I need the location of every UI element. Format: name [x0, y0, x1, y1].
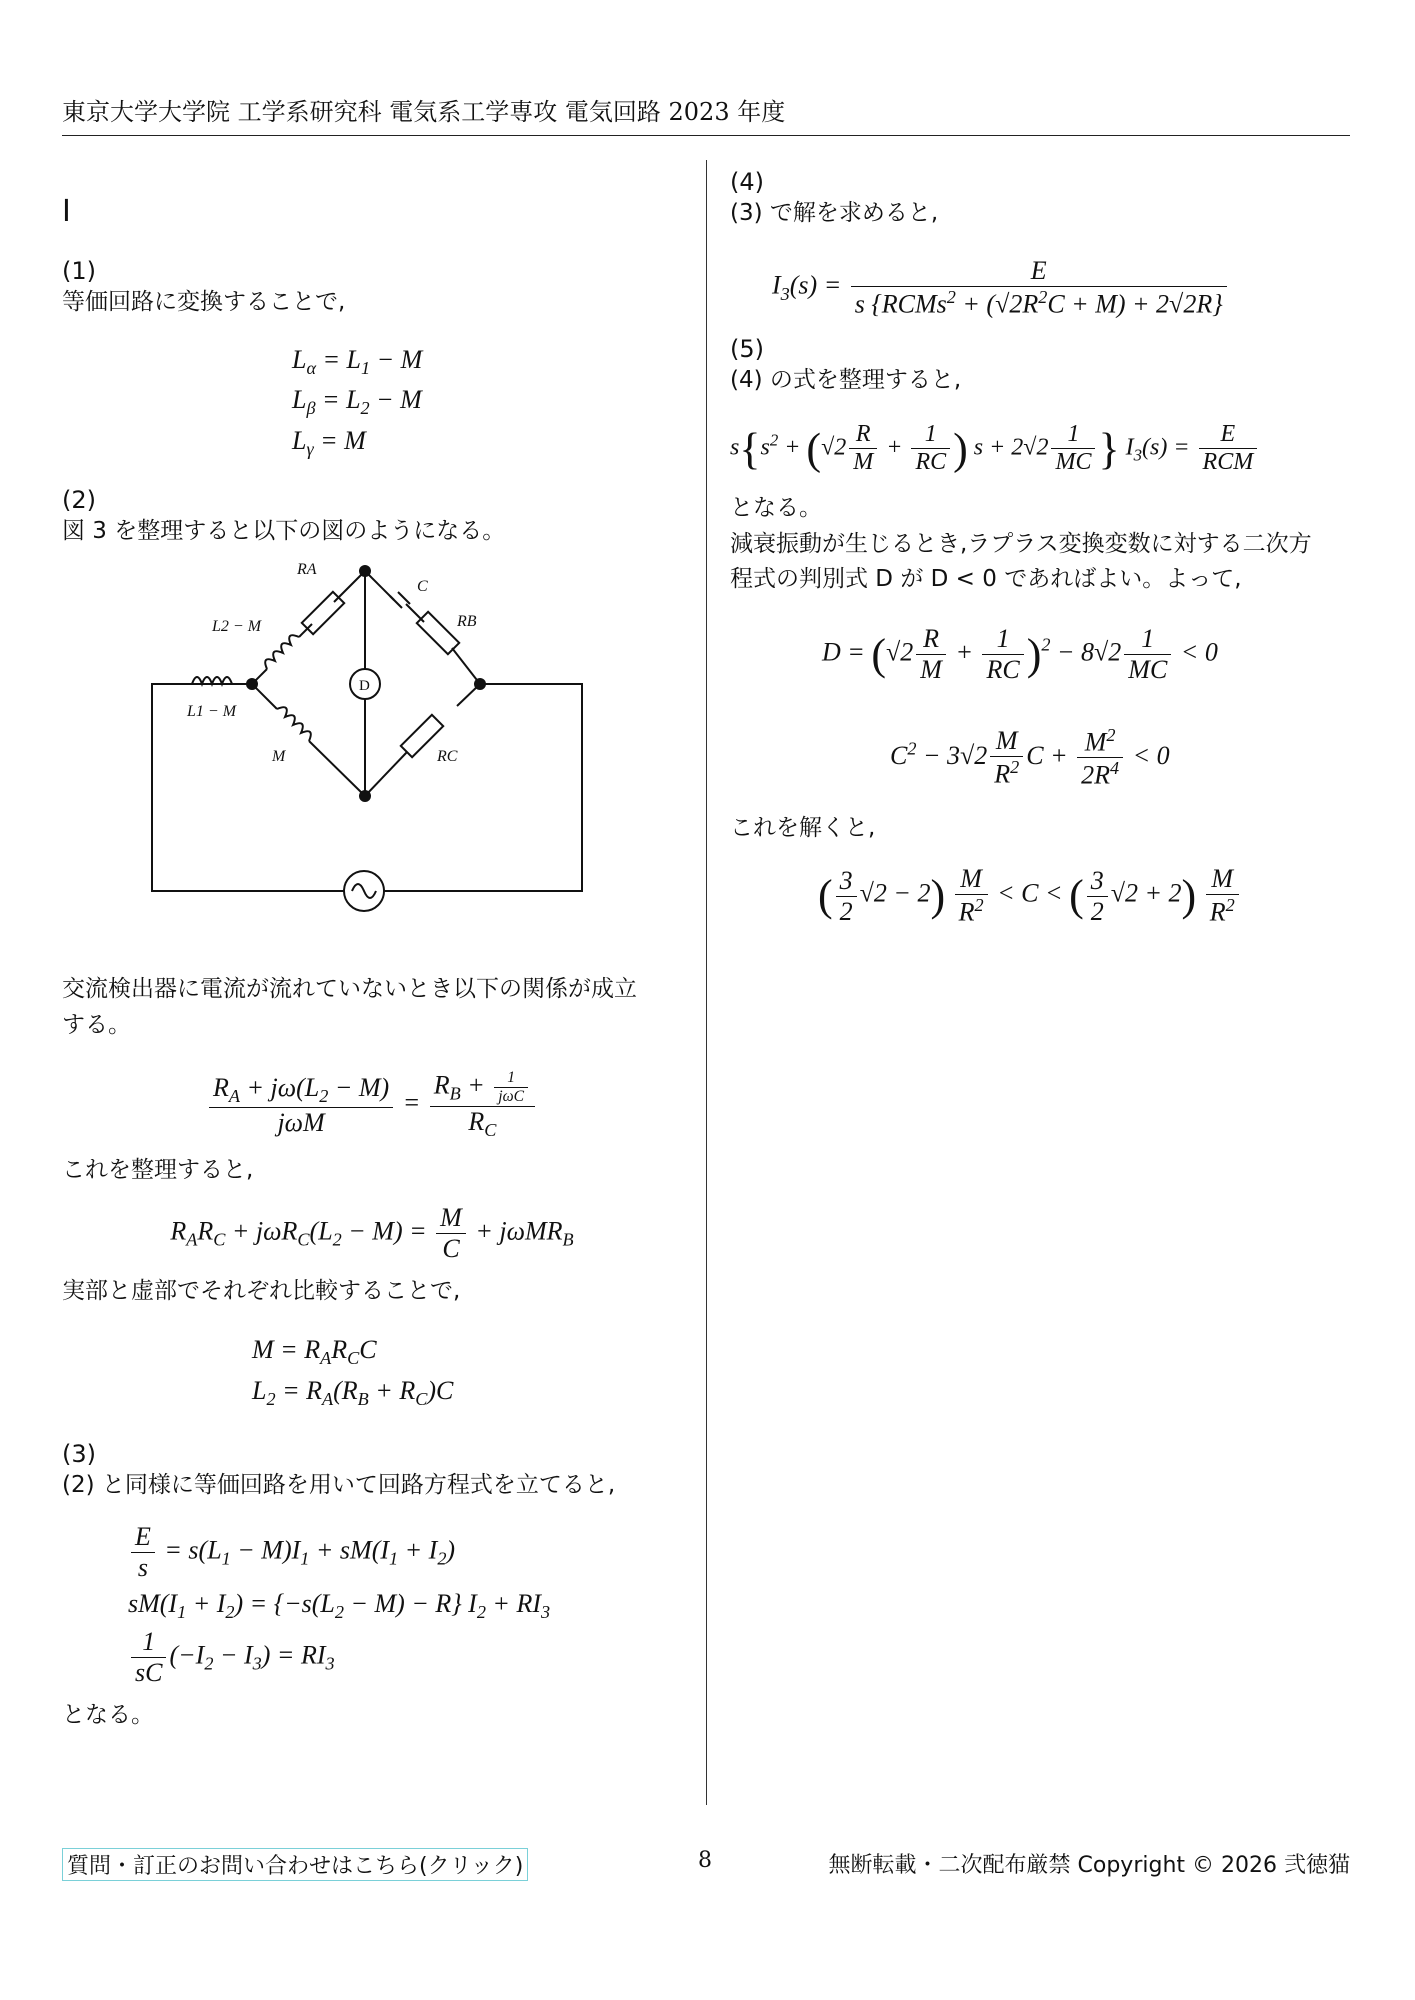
- label-rc: RC: [437, 748, 458, 766]
- eq-c-range: ( $\frac{3}{2}$ √2 − 2) $\frac{M}{R^2}$ < C < ( $\frac{3}{2}$ √2 + 2) $\frac{M}{R^2}$: [818, 864, 1350, 927]
- eq-arranged: $s\{s^2 + (√2$ $\frac{R}{M}$ + $\frac{1}{RC}$ ) s + 2√2 $\frac{1}{MC}$ } $I_3(s)$ = $\frac{E}{\text{RCM}}$: [730, 421, 1350, 477]
- eq-m-result: $M = R_AR_CC$: [252, 1335, 377, 1369]
- section-3-text: (2) と同様に等価回路を用いて回路方程式を立てると,: [62, 1472, 616, 1499]
- eq-l-alpha: $L_\alpha = L_1 - M$: [292, 344, 423, 378]
- section-5-text: (4) の式を整理すると,: [730, 367, 962, 394]
- section-3-equations: [128, 1522, 682, 1688]
- contact-link[interactable]: 質問・訂正のお問い合わせはこちら(クリック): [62, 1848, 528, 1881]
- section-5-text2: となる。: [730, 494, 822, 521]
- eq-discriminant: D = (√2 $\frac{R}{M}$ + $\frac{1}{RC}$ )$^2$ − 8√2 $\frac{1}{MC}$ < 0: [822, 623, 1218, 684]
- label-c: C: [417, 578, 428, 596]
- section-5-title: (5): [730, 335, 764, 364]
- section-4-title: (4): [730, 168, 764, 196]
- section-2-text3: これを整理すると,: [62, 1157, 254, 1184]
- eq-loop-3: $\frac{1}{sC}$ $(-I_2 - I_3) = RI_3$: [128, 1627, 682, 1688]
- section-3-end: となる。: [62, 1701, 154, 1728]
- left-column: [62, 180, 682, 1734]
- eq-l-gamma: $L_\gamma = M$: [292, 425, 366, 459]
- section-2-text4: 実部と虚部でそれぞれ比較することで,: [62, 1277, 461, 1304]
- label-l1m: L1 − M: [187, 703, 237, 721]
- page-header: 東京大学大学院 工学系研究科 電気系工学専攻 電気回路 2023 年度: [62, 92, 1350, 136]
- section-2-text: 図 3 を整理すると以下の図のようになる。: [62, 518, 506, 545]
- eq-rearranged: $R_AR_C + j\omega R_C(L_2 - M)$ = $\frac{M}{C}$ + jωMR$_B$: [170, 1202, 574, 1263]
- label-detector: D: [359, 678, 370, 695]
- label-m: M: [272, 748, 286, 766]
- section-1-equations: [292, 341, 682, 463]
- label-ra: RA: [297, 561, 317, 579]
- section-2-text2b: する。: [62, 1011, 131, 1038]
- eq-loop-1: $\frac{E}{s}$ = $s(L_1 - M)I_1 + sM(I_1 + I_2)$: [128, 1522, 682, 1583]
- eq-c-quadratic: $C^2 - 3√2$ $\frac{M}{R^2}$ C + $\frac{M^2}{2R^4}$ < 0: [890, 724, 1170, 790]
- section-3-title: (3): [62, 1440, 96, 1469]
- section-2-title: (2): [62, 486, 96, 515]
- label-rb: RB: [457, 613, 477, 631]
- bridge-circuit-diagram: [62, 556, 662, 926]
- copyright-notice: 無断転載・二次配布厳禁 Copyright © 2026 弐徳猫: [828, 1853, 1350, 1878]
- section-5-text3b: 程式の判別式 D が D < 0 であればよい。よって,: [730, 566, 1242, 593]
- label-l2m: L2 − M: [212, 618, 262, 636]
- eq-balance-condition: $\frac{R_A + j\omega(L_2 - M)}{\text{jωM}}$ = $R_B$ + $\frac{1}{\text{jωC}}$ $R_C$: [62, 1069, 682, 1141]
- part-title: I: [62, 194, 71, 229]
- eq-l2-result: $L_2 = R_A(R_B + R_C)C$: [252, 1375, 454, 1410]
- page-number: 8: [698, 1848, 712, 1873]
- section-2-results: [252, 1331, 682, 1412]
- eq-l-beta: $L_\beta = L_2 - M$: [292, 385, 422, 419]
- column-divider: [706, 160, 707, 1805]
- section-2-text2a: 交流検出器に電流が流れていないとき以下の関係が成立: [62, 976, 637, 1003]
- section-5-text3a: 減衰振動が生じるとき,ラプラス変換変数に対する二次方: [730, 530, 1312, 557]
- section-1-title: (1): [62, 257, 96, 285]
- eq-i3: $I_3(s)$ = $\frac{E}{s \{RCMs^2 + (√2R^2C + M) + 2√2R\}}$: [772, 256, 1350, 319]
- section-4-text: (3) で解を求めると,: [730, 200, 939, 226]
- eq-loop-2: $sM(I_1 + I_2) = \{-s(L_2 - M) - R\} I_2 + RI_3$: [128, 1588, 551, 1623]
- right-column: [730, 168, 1350, 928]
- section-5-text4: これを解くと,: [730, 814, 876, 841]
- section-1-text: 等価回路に変換することで,: [62, 289, 346, 315]
